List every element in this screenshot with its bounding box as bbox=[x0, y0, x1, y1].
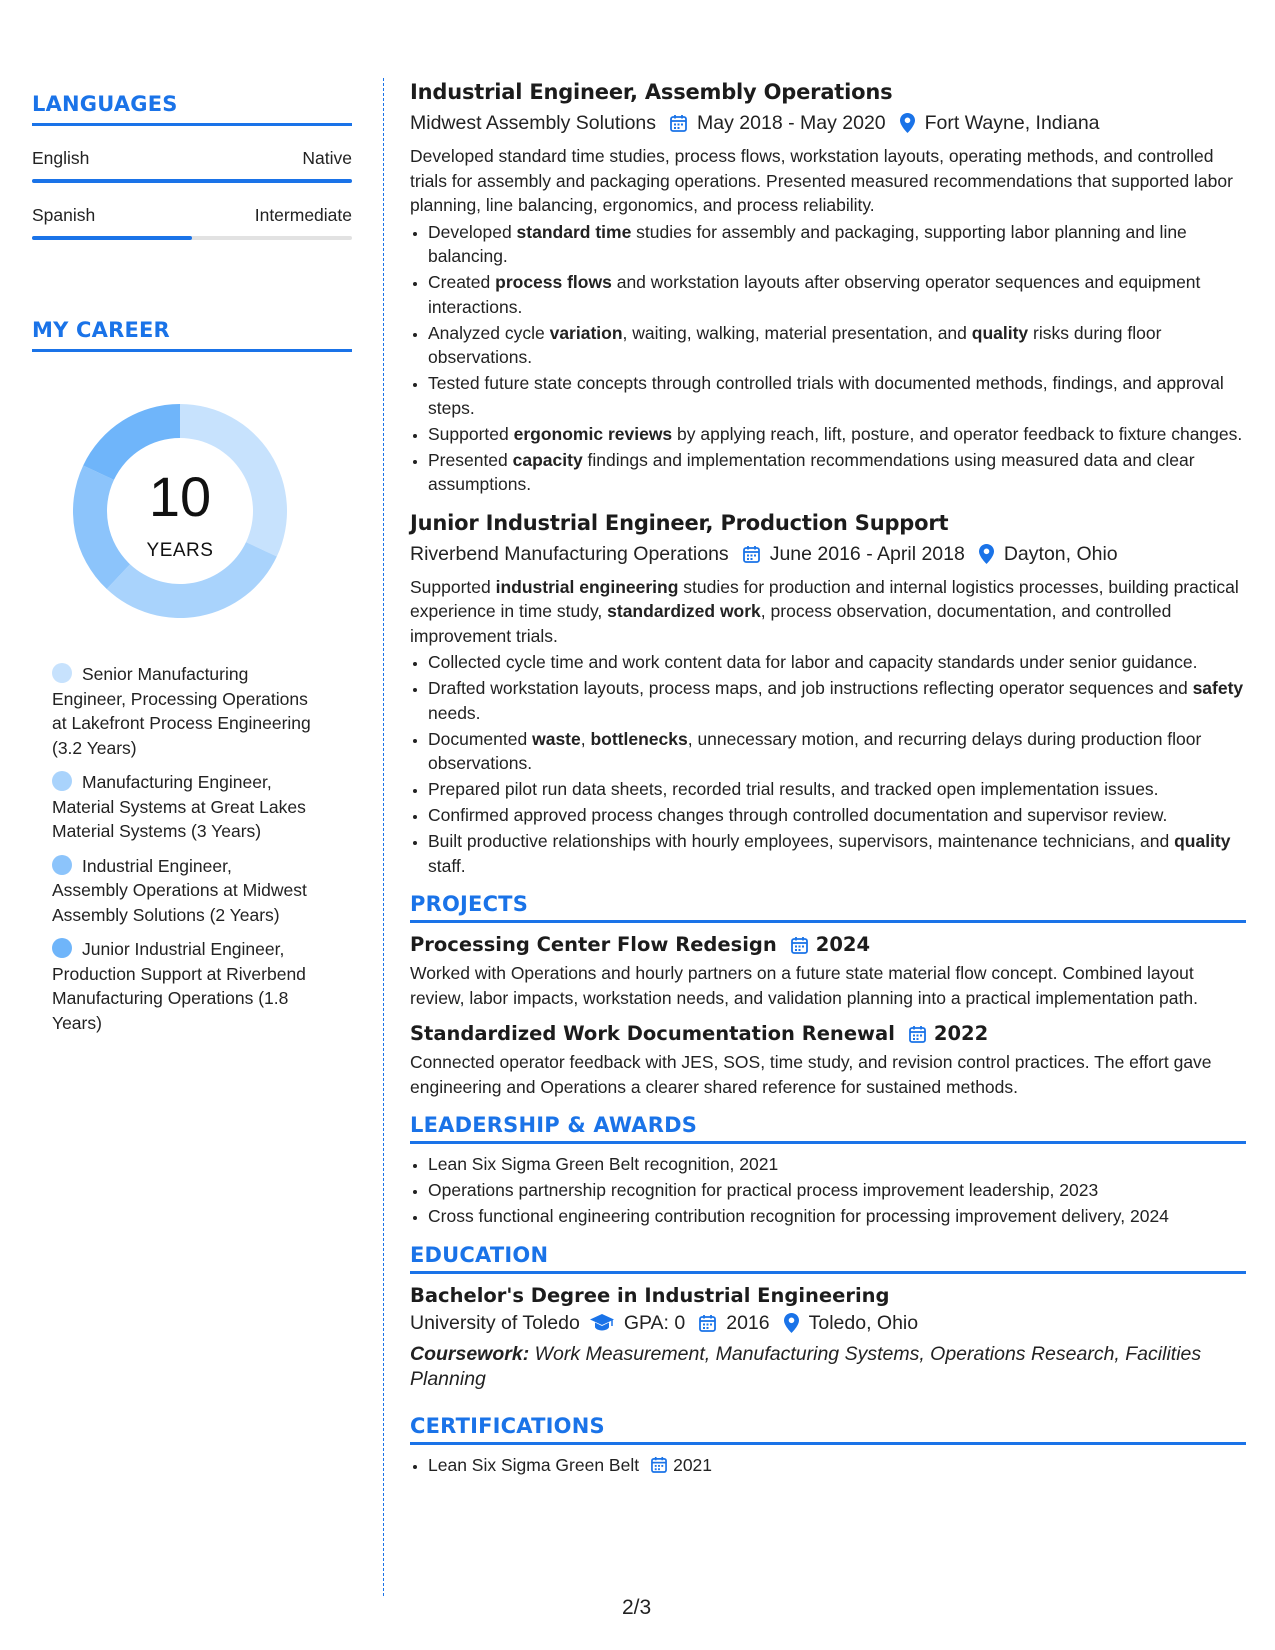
language-level: Intermediate bbox=[254, 205, 352, 225]
career-legend-label: Industrial Engineer, Assembly Operations at Midwest Assembly Solutions (2 Years) bbox=[52, 855, 307, 925]
language-name: Spanish bbox=[32, 205, 96, 225]
job-location: Fort Wayne, Indiana bbox=[924, 112, 1100, 134]
job-company: Midwest Assembly Solutions bbox=[410, 112, 657, 134]
bullet-item: • Built productive relationships with hourly employees, supervisors, maintenance technicians, and quality staff. bbox=[428, 829, 1246, 878]
education-title: EDUCATION bbox=[410, 1243, 1246, 1274]
languages-title: LANGUAGES bbox=[32, 92, 352, 126]
career-total-number: 10 bbox=[148, 465, 212, 528]
awards-list bbox=[410, 1152, 1246, 1229]
graduation-cap-icon bbox=[590, 1314, 614, 1331]
project-year: 2022 bbox=[933, 1022, 989, 1045]
education-meta bbox=[410, 1310, 1246, 1336]
project-description: Worked with Operations and hourly partners on a future state material flow concept. Combined layout review, labor impacts, workstation needs, and validation planning into a practical implementation path. bbox=[410, 963, 1198, 1008]
legend-dot bbox=[52, 771, 72, 791]
job-bullets bbox=[410, 650, 1246, 878]
language-proficiency-bar bbox=[32, 236, 352, 240]
career-legend-item bbox=[52, 770, 317, 844]
coursework-label: Coursework: bbox=[410, 1342, 530, 1365]
project-name: Processing Center Flow Redesign bbox=[410, 933, 777, 956]
legend-dot bbox=[52, 663, 72, 683]
education-school: University of Toledo bbox=[410, 1311, 580, 1334]
projects-title: PROJECTS bbox=[410, 892, 1246, 923]
education-year: 2016 bbox=[726, 1311, 770, 1334]
job-summary: Supported industrial engineering studies for production and internal logistics processes, building practical experience in time study, standardized work, process observation, documentation, and controlled improvement trials. bbox=[410, 576, 1239, 646]
calendar-icon bbox=[651, 1456, 667, 1473]
calendar-icon bbox=[670, 114, 687, 132]
job-summary: Developed standard time studies, process flows, workstation layouts, operating methods, and controlled trials for assembly and packaging operations. Presented measured recommendations that supported labor planning, line balancing, ergonomics, and process reliability. bbox=[410, 146, 1233, 215]
job-bullets bbox=[410, 220, 1246, 497]
calendar-icon bbox=[909, 1025, 926, 1043]
career-legend bbox=[32, 662, 352, 1035]
language-level: Native bbox=[302, 148, 352, 168]
left-column bbox=[32, 92, 352, 1045]
bullet-item: • Tested future state concepts through controlled trials with documented methods, findings, and approval steps. bbox=[428, 371, 1246, 420]
award-item: • Operations partnership recognition for practical process improvement leadership, 2023 bbox=[428, 1178, 1246, 1203]
bullet-item: • Supported ergonomic reviews by applying reach, lift, posture, and operator feedback to fixture changes. bbox=[428, 422, 1246, 447]
job-location: Dayton, Ohio bbox=[1003, 542, 1118, 565]
bullet-item: • Analyzed cycle variation, waiting, walking, material presentation, and quality risks during floor observations. bbox=[428, 321, 1246, 370]
award-item: • Lean Six Sigma Green Belt recognition, 2021 bbox=[428, 1152, 1246, 1177]
job-entry bbox=[410, 78, 1246, 497]
language-name: English bbox=[32, 148, 90, 168]
bullet-item: • Collected cycle time and work content data for labor and capacity standards under senior guidance. bbox=[428, 650, 1246, 675]
language-item bbox=[32, 148, 352, 183]
education-location: Toledo, Ohio bbox=[808, 1311, 919, 1334]
language-proficiency-fill bbox=[32, 179, 352, 183]
certification-year: 2021 bbox=[673, 1454, 713, 1475]
bullet-item: • Drafted workstation layouts, process maps, and job instructions reflecting operator sequences and safety needs. bbox=[428, 676, 1246, 725]
career-title: MY CAREER bbox=[32, 318, 352, 352]
calendar-icon bbox=[743, 545, 760, 563]
career-legend-item bbox=[52, 662, 317, 760]
award-item: • Cross functional engineering contribution recognition for processing improvement delivery, 2024 bbox=[428, 1204, 1246, 1229]
location-pin-icon bbox=[784, 1313, 799, 1333]
job-dates: May 2018 - May 2020 bbox=[697, 112, 886, 134]
location-pin-icon bbox=[979, 544, 994, 564]
career-legend-item bbox=[52, 937, 317, 1035]
bullet-item: • Presented capacity findings and implementation recommendations using measured data and clear assumptions. bbox=[428, 448, 1246, 497]
legend-dot bbox=[52, 938, 72, 958]
legend-dot bbox=[52, 855, 72, 875]
job-dates: June 2016 - April 2018 bbox=[769, 542, 965, 565]
job-meta bbox=[410, 110, 1246, 136]
bullet-item: • Created process flows and workstation layouts after observing operator sequences and equipment interactions. bbox=[428, 270, 1246, 319]
calendar-icon bbox=[699, 1314, 716, 1332]
project-year: 2024 bbox=[815, 933, 871, 956]
certification-item bbox=[428, 1453, 1246, 1478]
project-item bbox=[410, 1020, 1246, 1099]
project-name: Standardized Work Documentation Renewal bbox=[410, 1022, 895, 1045]
bullet-item: • Developed standard time studies for assembly and packaging, supporting labor planning and line balancing. bbox=[428, 220, 1246, 269]
language-item bbox=[32, 205, 352, 240]
job-entry bbox=[410, 509, 1246, 879]
career-legend-label: Manufacturing Engineer, Material Systems at Great Lakes Material Systems (3 Years) bbox=[52, 772, 306, 841]
job-title: Industrial Engineer, Assembly Operations bbox=[410, 80, 893, 104]
job-company: Riverbend Manufacturing Operations bbox=[410, 542, 729, 565]
job-title: Junior Industrial Engineer, Production Support bbox=[410, 510, 949, 535]
calendar-icon bbox=[791, 936, 808, 954]
awards-title: LEADERSHIP & AWARDS bbox=[410, 1113, 1246, 1144]
certification-name: • Lean Six Sigma Green Belt bbox=[428, 1454, 640, 1475]
career-legend-item bbox=[52, 854, 307, 928]
certifications-list bbox=[410, 1453, 1246, 1478]
coursework-text: Work Measurement, Manufacturing Systems, Operations Research, Facilities Planning bbox=[410, 1342, 1202, 1390]
bullet-item: • Confirmed approved process changes through controlled documentation and supervisor review. bbox=[428, 803, 1246, 828]
education-degree: Bachelor's Degree in Industrial Engineering bbox=[410, 1283, 890, 1307]
job-meta bbox=[410, 541, 1246, 567]
education-coursework bbox=[410, 1342, 1246, 1392]
certifications-title: CERTIFICATIONS bbox=[410, 1414, 1246, 1445]
language-proficiency-fill bbox=[32, 236, 192, 240]
education-entry bbox=[410, 1282, 1246, 1392]
project-item bbox=[410, 931, 1246, 1010]
career-legend-label: Senior Manufacturing Engineer, Processing Operations at Lakefront Process Engineering (3.2 Years) bbox=[52, 664, 311, 758]
page-number: 2/3 bbox=[622, 1596, 652, 1619]
career-legend-label: Junior Industrial Engineer, Production Support at Riverbend Manufacturing Operations (1.8 Years) bbox=[52, 939, 306, 1033]
career-total-unit: YEARS bbox=[146, 540, 214, 561]
project-description: Connected operator feedback with JES, SOS, time study, and revision control practices. The effort gave engineering and Operations a clearer shared reference for sustained methods. bbox=[410, 1052, 1212, 1097]
right-column bbox=[410, 78, 1246, 1479]
bullet-item: • Prepared pilot run data sheets, recorded trial results, and tracked open implementation issues. bbox=[428, 777, 1246, 802]
bullet-item: • Documented waste, bottlenecks, unnecessary motion, and recurring delays during production floor observations. bbox=[428, 727, 1246, 776]
language-proficiency-bar bbox=[32, 179, 352, 183]
education-gpa: GPA: 0 bbox=[623, 1311, 686, 1334]
location-pin-icon bbox=[900, 113, 915, 133]
column-divider bbox=[383, 78, 384, 1596]
career-donut-chart bbox=[65, 396, 295, 626]
